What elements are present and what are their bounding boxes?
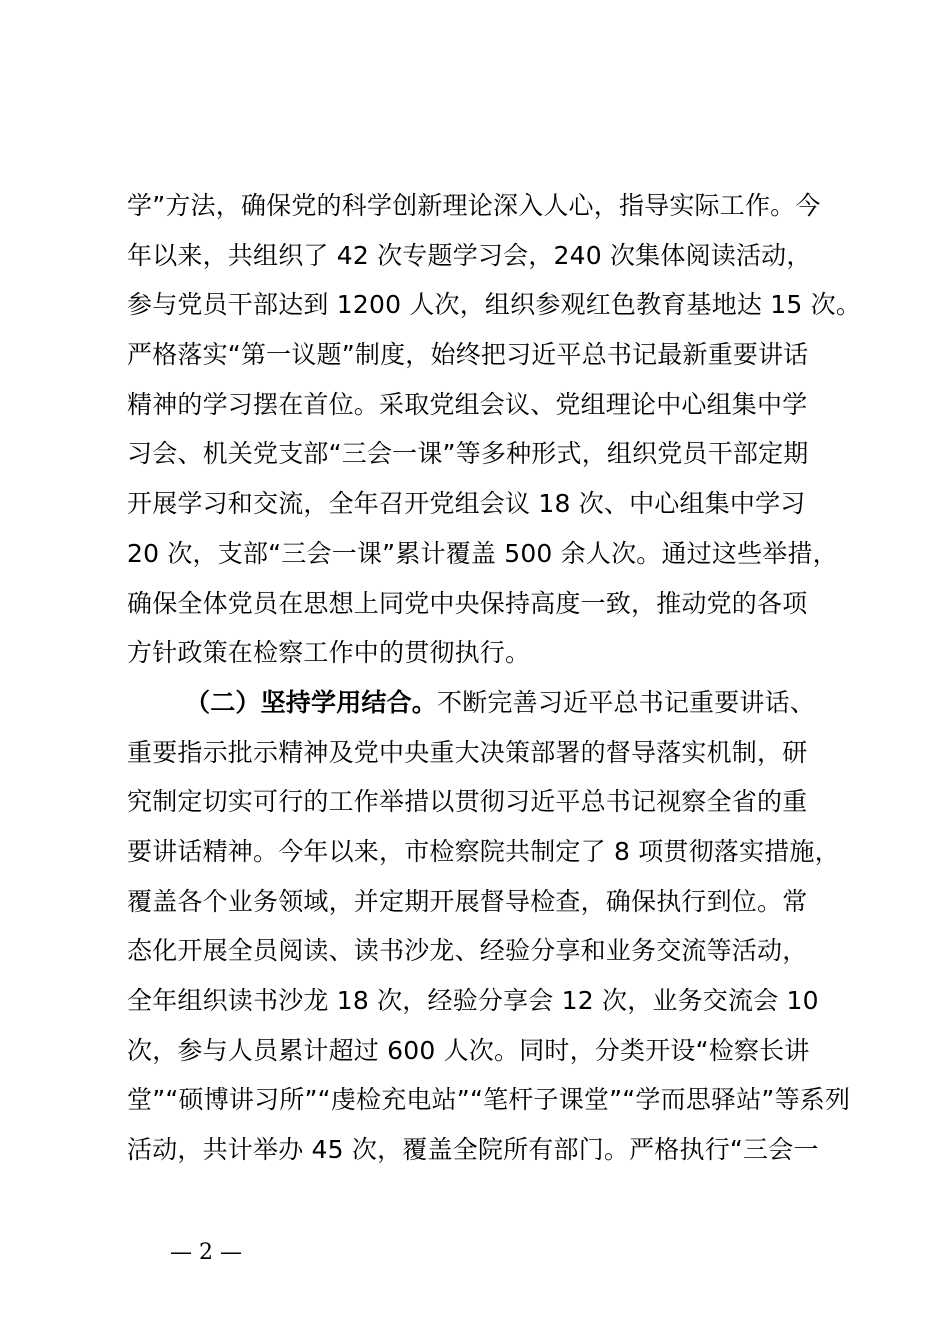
text-line: 精神的学习摆在首位。采取党组会议、党组理论中心组集中学 [127, 389, 808, 419]
text-line: 参与党员干部达到 1200 人次，组织参观红色教育基地达 15 次。 [127, 290, 862, 320]
section-first-line [127, 678, 862, 728]
text-line: 重要指示批示精神及党中央重大决策部署的督导落实机制，研 [127, 737, 808, 767]
text-line: 年以来，共组织了 42 次专题学习会，240 次集体阅读活动， [127, 240, 812, 270]
text-line: 习会、机关党支部“三会一课”等多种形式，组织党员干部定期 [127, 439, 809, 469]
text-line: 严格落实“第一议题”制度，始终把习近平总书记最新重要讲话 [127, 340, 809, 370]
text-line: 究制定切实可行的工作举措以贯彻习近平总书记视察全省的重 [127, 787, 808, 817]
page-number: — 2 — [170, 1240, 242, 1265]
text-line: 学”方法，确保党的科学创新理论深入人心，指导实际工作。今 [127, 191, 821, 220]
section-first-line-text: 不断完善习近平总书记重要讲话、 [437, 687, 816, 717]
text-line: 方针政策在检察工作中的贯彻执行。 [127, 638, 531, 668]
text-line: 要讲话精神。今年以来，市检察院共制定了 8 项贯彻落实措施， [127, 836, 840, 866]
text-line: 全年组织读书沙龙 18 次，经验分享会 12 次，业务交流会 10 [127, 986, 819, 1015]
body-text [127, 181, 862, 1175]
text-line: 开展学习和交流，全年召开党组会议 18 次、中心组集中学习 [127, 489, 806, 519]
text-line: 次，参与人员累计超过 600 人次。同时，分类开设“检察长讲 [127, 1035, 810, 1065]
text-line: 堂”“硕博讲习所”“虔检充电站”“笔杆子课堂”“学而思驿站”等系列 [127, 1085, 851, 1115]
text-line: 20 次，支部“三会一课”累计覆盖 500 余人次。通过这些举措， [127, 538, 838, 568]
text-line: 活动，共计举办 45 次，覆盖全院所有部门。严格执行“三会一 [127, 1135, 819, 1165]
text-line: 覆盖各个业务领域，并定期开展督导检查，确保执行到位。常 [127, 886, 808, 916]
text-line: 确保全体党员在思想上同党中央保持高度一致，推动党的各项 [127, 588, 808, 618]
section-heading: （二）坚持学用结合。 [185, 687, 438, 717]
text-line: 态化开展全员阅读、读书沙龙、经验分享和业务交流等活动， [127, 936, 808, 966]
